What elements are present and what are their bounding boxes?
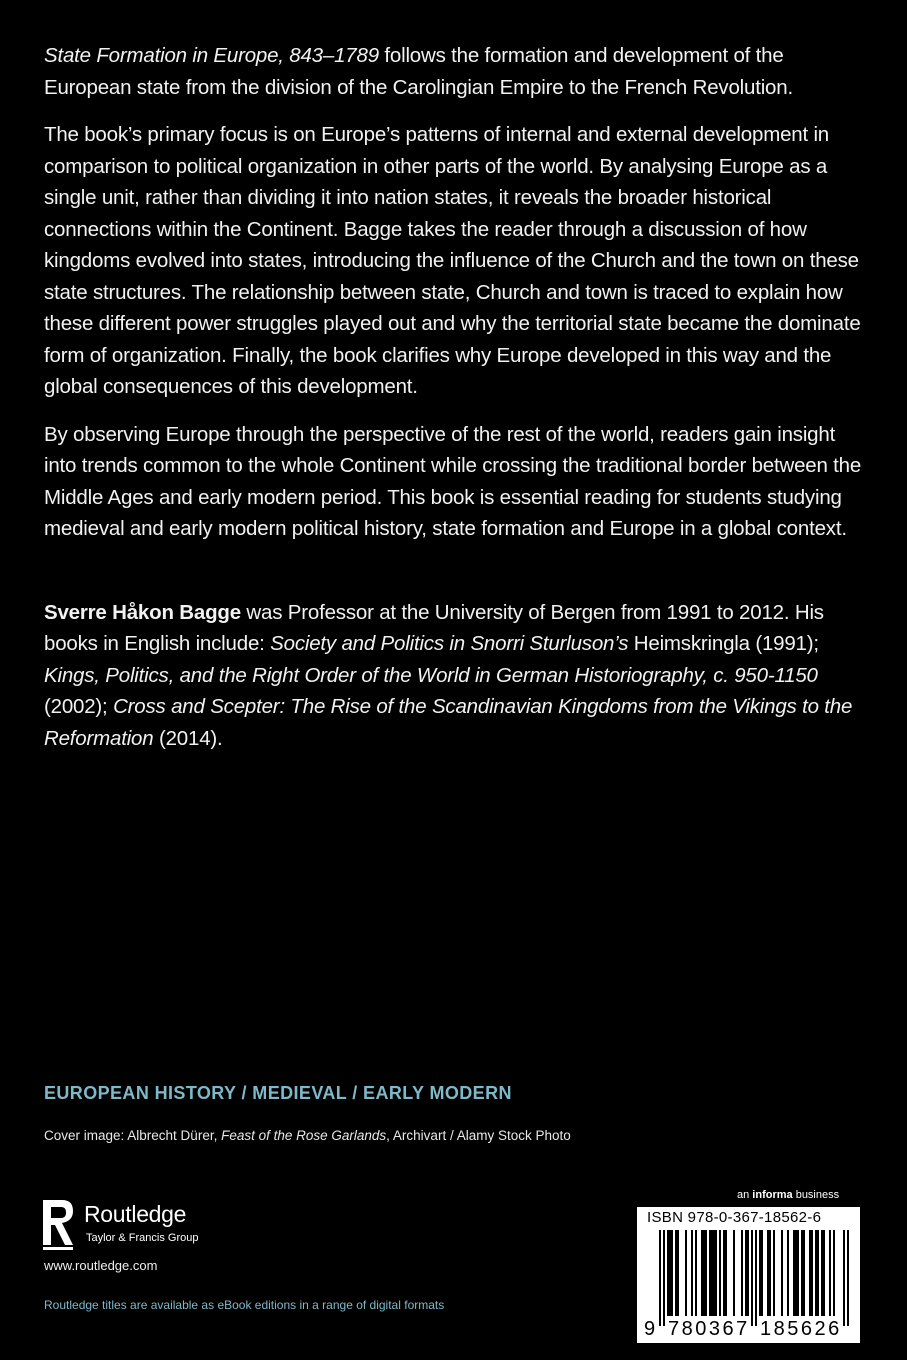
barcode-bar [747, 1230, 749, 1316]
blurb-paragraph-1 [44, 40, 864, 103]
blurb-paragraph-3: By observing Europe through the perspective of the rest of the world, readers gain insight into trends common to the whole Continent while crossing the traditional border between the Middle Ages and early modern period. This book is essential reading for students studying medieval and early modern political history, state formation and Europe in a global context. [44, 422, 862, 540]
barcode-bar [671, 1230, 673, 1316]
isbn-digit-first: 9 [644, 1318, 656, 1340]
informa-word: informa [752, 1189, 793, 1201]
routledge-logo-icon [40, 1197, 76, 1253]
barcode-bar [833, 1230, 835, 1316]
barcode-bar [755, 1230, 757, 1326]
barcode-bar [821, 1230, 823, 1316]
barcode-bar [705, 1230, 707, 1316]
bio-text: (2002); [44, 695, 114, 718]
bio-text: (2014). [153, 726, 223, 750]
barcode-bar [691, 1230, 693, 1316]
barcode-bar [711, 1230, 713, 1316]
publisher-group: Taylor & Francis Group [86, 1232, 199, 1244]
informa-text: business [792, 1189, 840, 1201]
barcode-bar [715, 1230, 717, 1316]
publisher-website[interactable]: www.routledge.com [44, 1258, 158, 1273]
bio-text: was Professor at the University of Bergen from 1991 to 2012. His books in English include: [44, 600, 824, 655]
barcode-bar [809, 1230, 811, 1316]
barcode-bar [797, 1230, 799, 1316]
barcode-bar [759, 1230, 761, 1316]
barcode-bar [723, 1230, 725, 1316]
isbn-label: ISBN 978-0-367-18562-6 [647, 1209, 822, 1226]
barcode-bar [703, 1230, 705, 1316]
isbn-barcode [637, 1207, 860, 1343]
author-name: Sverre Håkon Bagge [44, 600, 241, 624]
barcode-bar [733, 1230, 735, 1316]
isbn-digit-group-2: 185626 [760, 1318, 842, 1340]
ebook-note: Routledge titles are available as eBook editions in a range of digital formats [44, 1298, 445, 1312]
barcode-bar [663, 1230, 665, 1326]
informa-business-label [737, 1189, 839, 1201]
bio-book-2: Kings, Politics, and the Right Order of the World in German Historiography, c. 950-1150 [44, 663, 818, 687]
barcode-bar [667, 1230, 669, 1316]
barcode-bar [695, 1230, 697, 1316]
bio-text: Heimskringla (1991); [628, 632, 819, 655]
isbn-digits [637, 1318, 860, 1342]
barcode-bar [823, 1230, 825, 1316]
barcode-bar [709, 1230, 711, 1316]
credit-text: Cover image: Albrecht Dürer, [44, 1128, 222, 1143]
credit-artwork-title: Feast of the Rose Garlands [221, 1128, 387, 1143]
barcode-bar [781, 1230, 783, 1316]
barcode-bar [659, 1230, 661, 1326]
barcode-bar [761, 1230, 763, 1316]
barcode-icon [637, 1230, 860, 1326]
publisher-logo [40, 1197, 240, 1253]
barcode-bar [817, 1230, 819, 1316]
barcode-bar [773, 1230, 775, 1316]
barcode-bar [847, 1230, 849, 1326]
barcode-bar [793, 1230, 795, 1316]
barcode-bar [811, 1230, 813, 1316]
barcode-bar [787, 1230, 789, 1316]
barcode-bar [801, 1230, 803, 1316]
barcode-bar [685, 1230, 687, 1316]
informa-text: an [737, 1189, 753, 1201]
barcode-bar [719, 1230, 721, 1316]
barcode-bar [725, 1230, 727, 1316]
barcode-bar [701, 1230, 703, 1316]
isbn-digit-group-1: 780367 [668, 1318, 750, 1340]
barcode-bar [713, 1230, 715, 1316]
back-cover-blurb [44, 40, 864, 770]
credit-text: , Archivart / Alamy Stock Photo [386, 1128, 571, 1143]
barcode-bar [843, 1230, 845, 1326]
barcode-bar [745, 1230, 747, 1316]
barcode-bar [767, 1230, 769, 1316]
blurb-paragraph-2: The book’s primary focus is on Europe’s patterns of internal and external development in comparison to political organization in other parts of the world. By analysing Europe as a single unit, rather than dividing it into nation states, it reveals the broader historical connections within the Continent. Bagge takes the reader through a discussion of how kingdoms evolved into states, introducing the influence of the Church and the town on these state structures. The relationship between state, Church and town is traced to explain how these different power struggles played out and why the territorial state became the dominate form of organization. Finally, the book clarifies why Europe developed in this way and the global consequences of this development. [44, 123, 861, 398]
author-bio [44, 597, 864, 755]
barcode-bar [669, 1230, 671, 1316]
book-title: State Formation in Europe, 843–1789 [44, 44, 379, 67]
barcode-bar [815, 1230, 817, 1316]
barcode-bar [741, 1230, 743, 1316]
barcode-bar [829, 1230, 831, 1316]
publisher-name: Routledge [84, 1201, 187, 1227]
barcode-bar [751, 1230, 753, 1326]
subject-category: EUROPEAN HISTORY / MEDIEVAL / EARLY MODERN [44, 1083, 512, 1103]
barcode-bar [795, 1230, 797, 1316]
barcode-bar [677, 1230, 679, 1316]
barcode-bar [769, 1230, 771, 1316]
barcode-bar [675, 1230, 677, 1316]
bio-book-1: Society and Politics in Snorri Sturluson’s [270, 632, 629, 655]
barcode-bar [803, 1230, 805, 1316]
bio-book-3: Cross and Scepter: The Rise of the Scandinavian Kingdoms from the Vikings to the Reformation [44, 695, 853, 750]
blurb-text: follows the formation and development of the European state from the division of the Carolingian Empire to the French Revolution. [44, 44, 793, 99]
cover-credit [44, 1128, 571, 1143]
